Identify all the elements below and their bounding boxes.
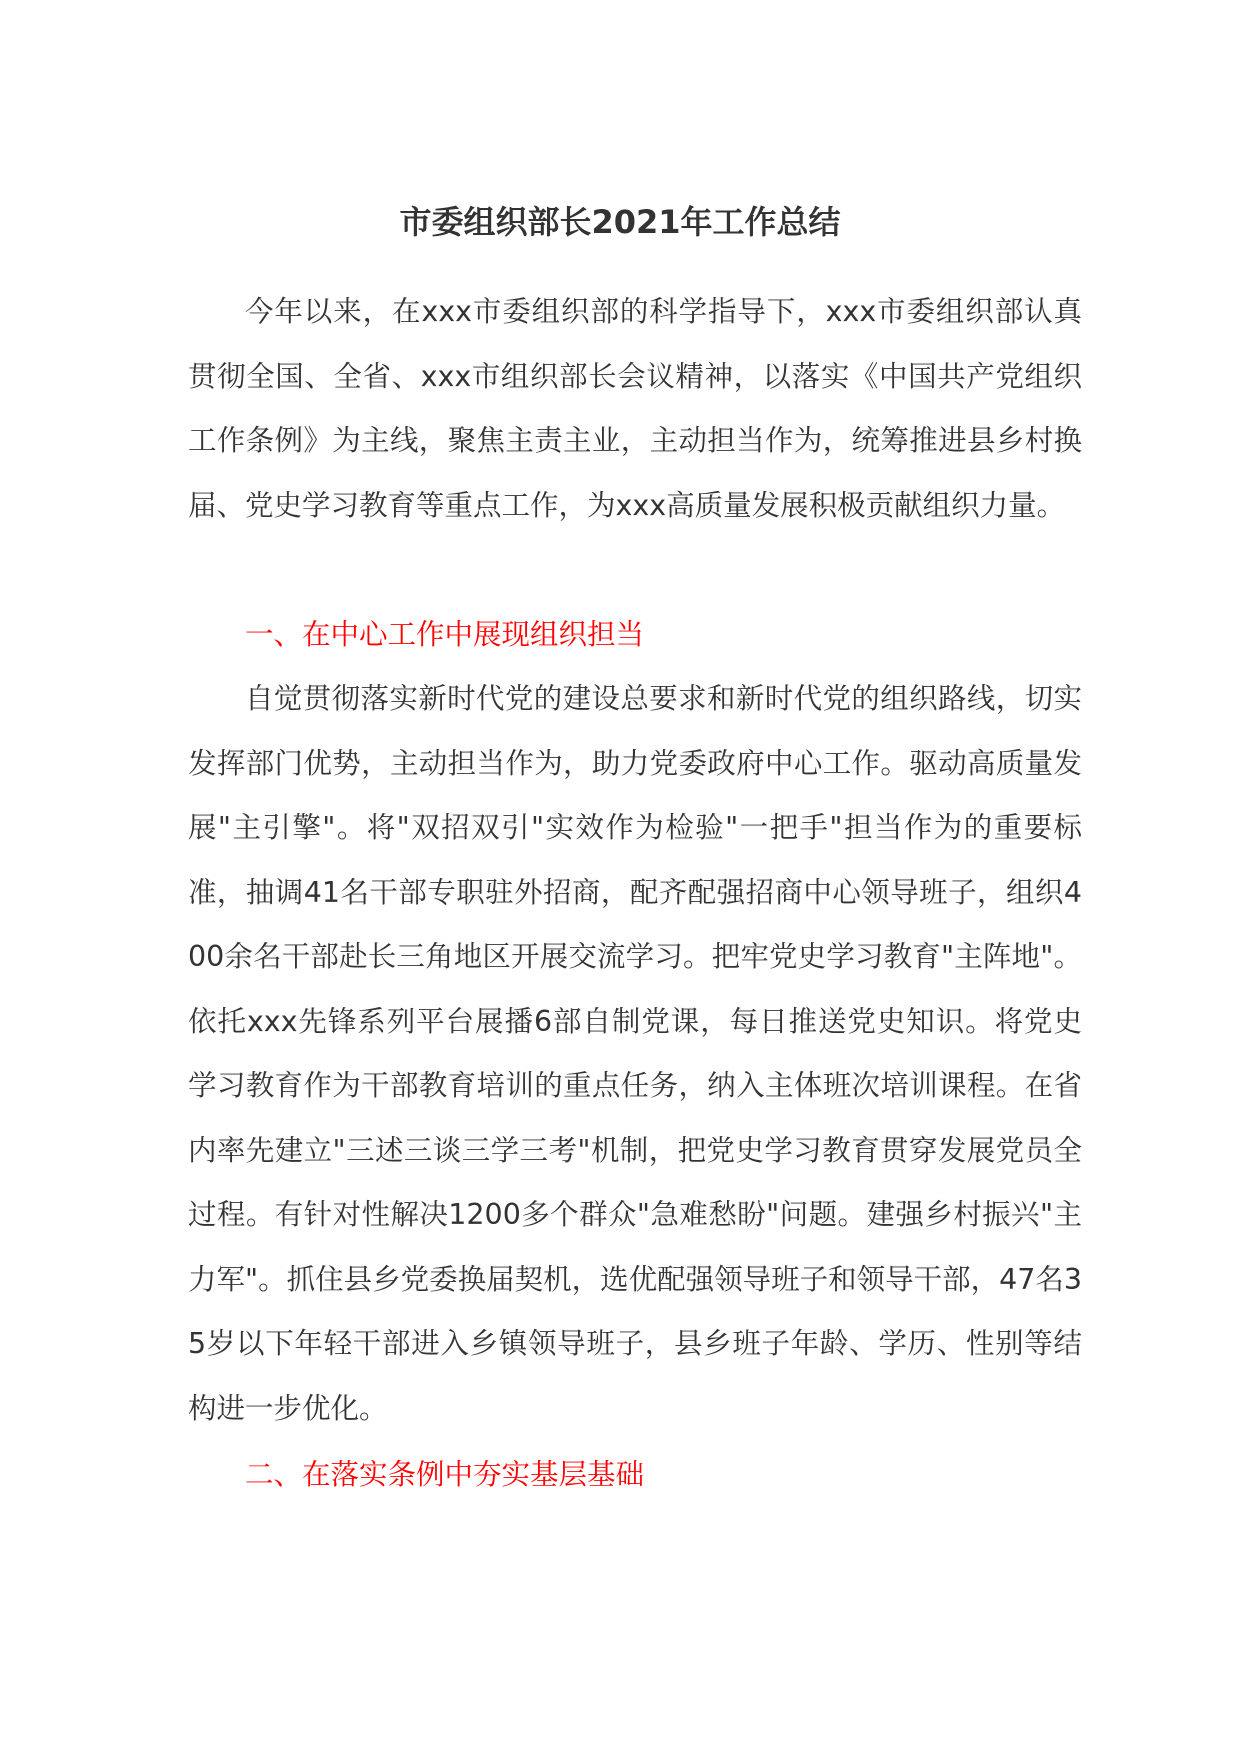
intro-paragraph: 今年以来，在xxx市委组织部的科学指导下，xxx市委组织部认真贯彻全国、全省、xxx市组织部长会议精神，以落实《中国共产党组织工作条例》为主线，聚焦主责主业，主动担当作为，统筹推进县乡村换届、党史学习教育等重点工作，为xxx高质量发展积极贡献组织力量。 <box>188 295 1082 522</box>
page-title: 市委组织部长2021年工作总结 <box>399 203 841 241</box>
section-heading-2: 二、在落实条例中夯实基层基础 <box>245 1458 645 1491</box>
section-1-paragraph: 自觉贯彻落实新时代党的建设总要求和新时代党的组织路线，切实发挥部门优势，主动担当作为，助力党委政府中心工作。驱动高质量发展"主引擎"。将"双招双引"实效作为检验"一把手"担当作为的重要标准，抽调41名干部专职驻外招商，配齐配强招商中心领导班子，组织400余名干部赴长三角地区开展交流学习。把牢党史学习教育"主阵地"。依托xxx先锋系列平台展播6部自制党课，每日推送党史知识。将党史学习教育作为干部教育培训的重点任务，纳入主体班次培训课程。在省内率先建立"三述三谈三学三考"机制，把党史学习教育贯穿发展党员全过程。有针对性解决1200多个群众"急难愁盼"问题。建强乡村振兴"主力军"。抓住县乡党委换届契机，选优配强领导班子和领导干部，47名35岁以下年轻干部进入乡镇领导班子，县乡班子年龄、学历、性别等结构进一步优化。 <box>188 682 1083 1425</box>
section-heading-1: 一、在中心工作中展现组织担当 <box>245 618 645 651</box>
